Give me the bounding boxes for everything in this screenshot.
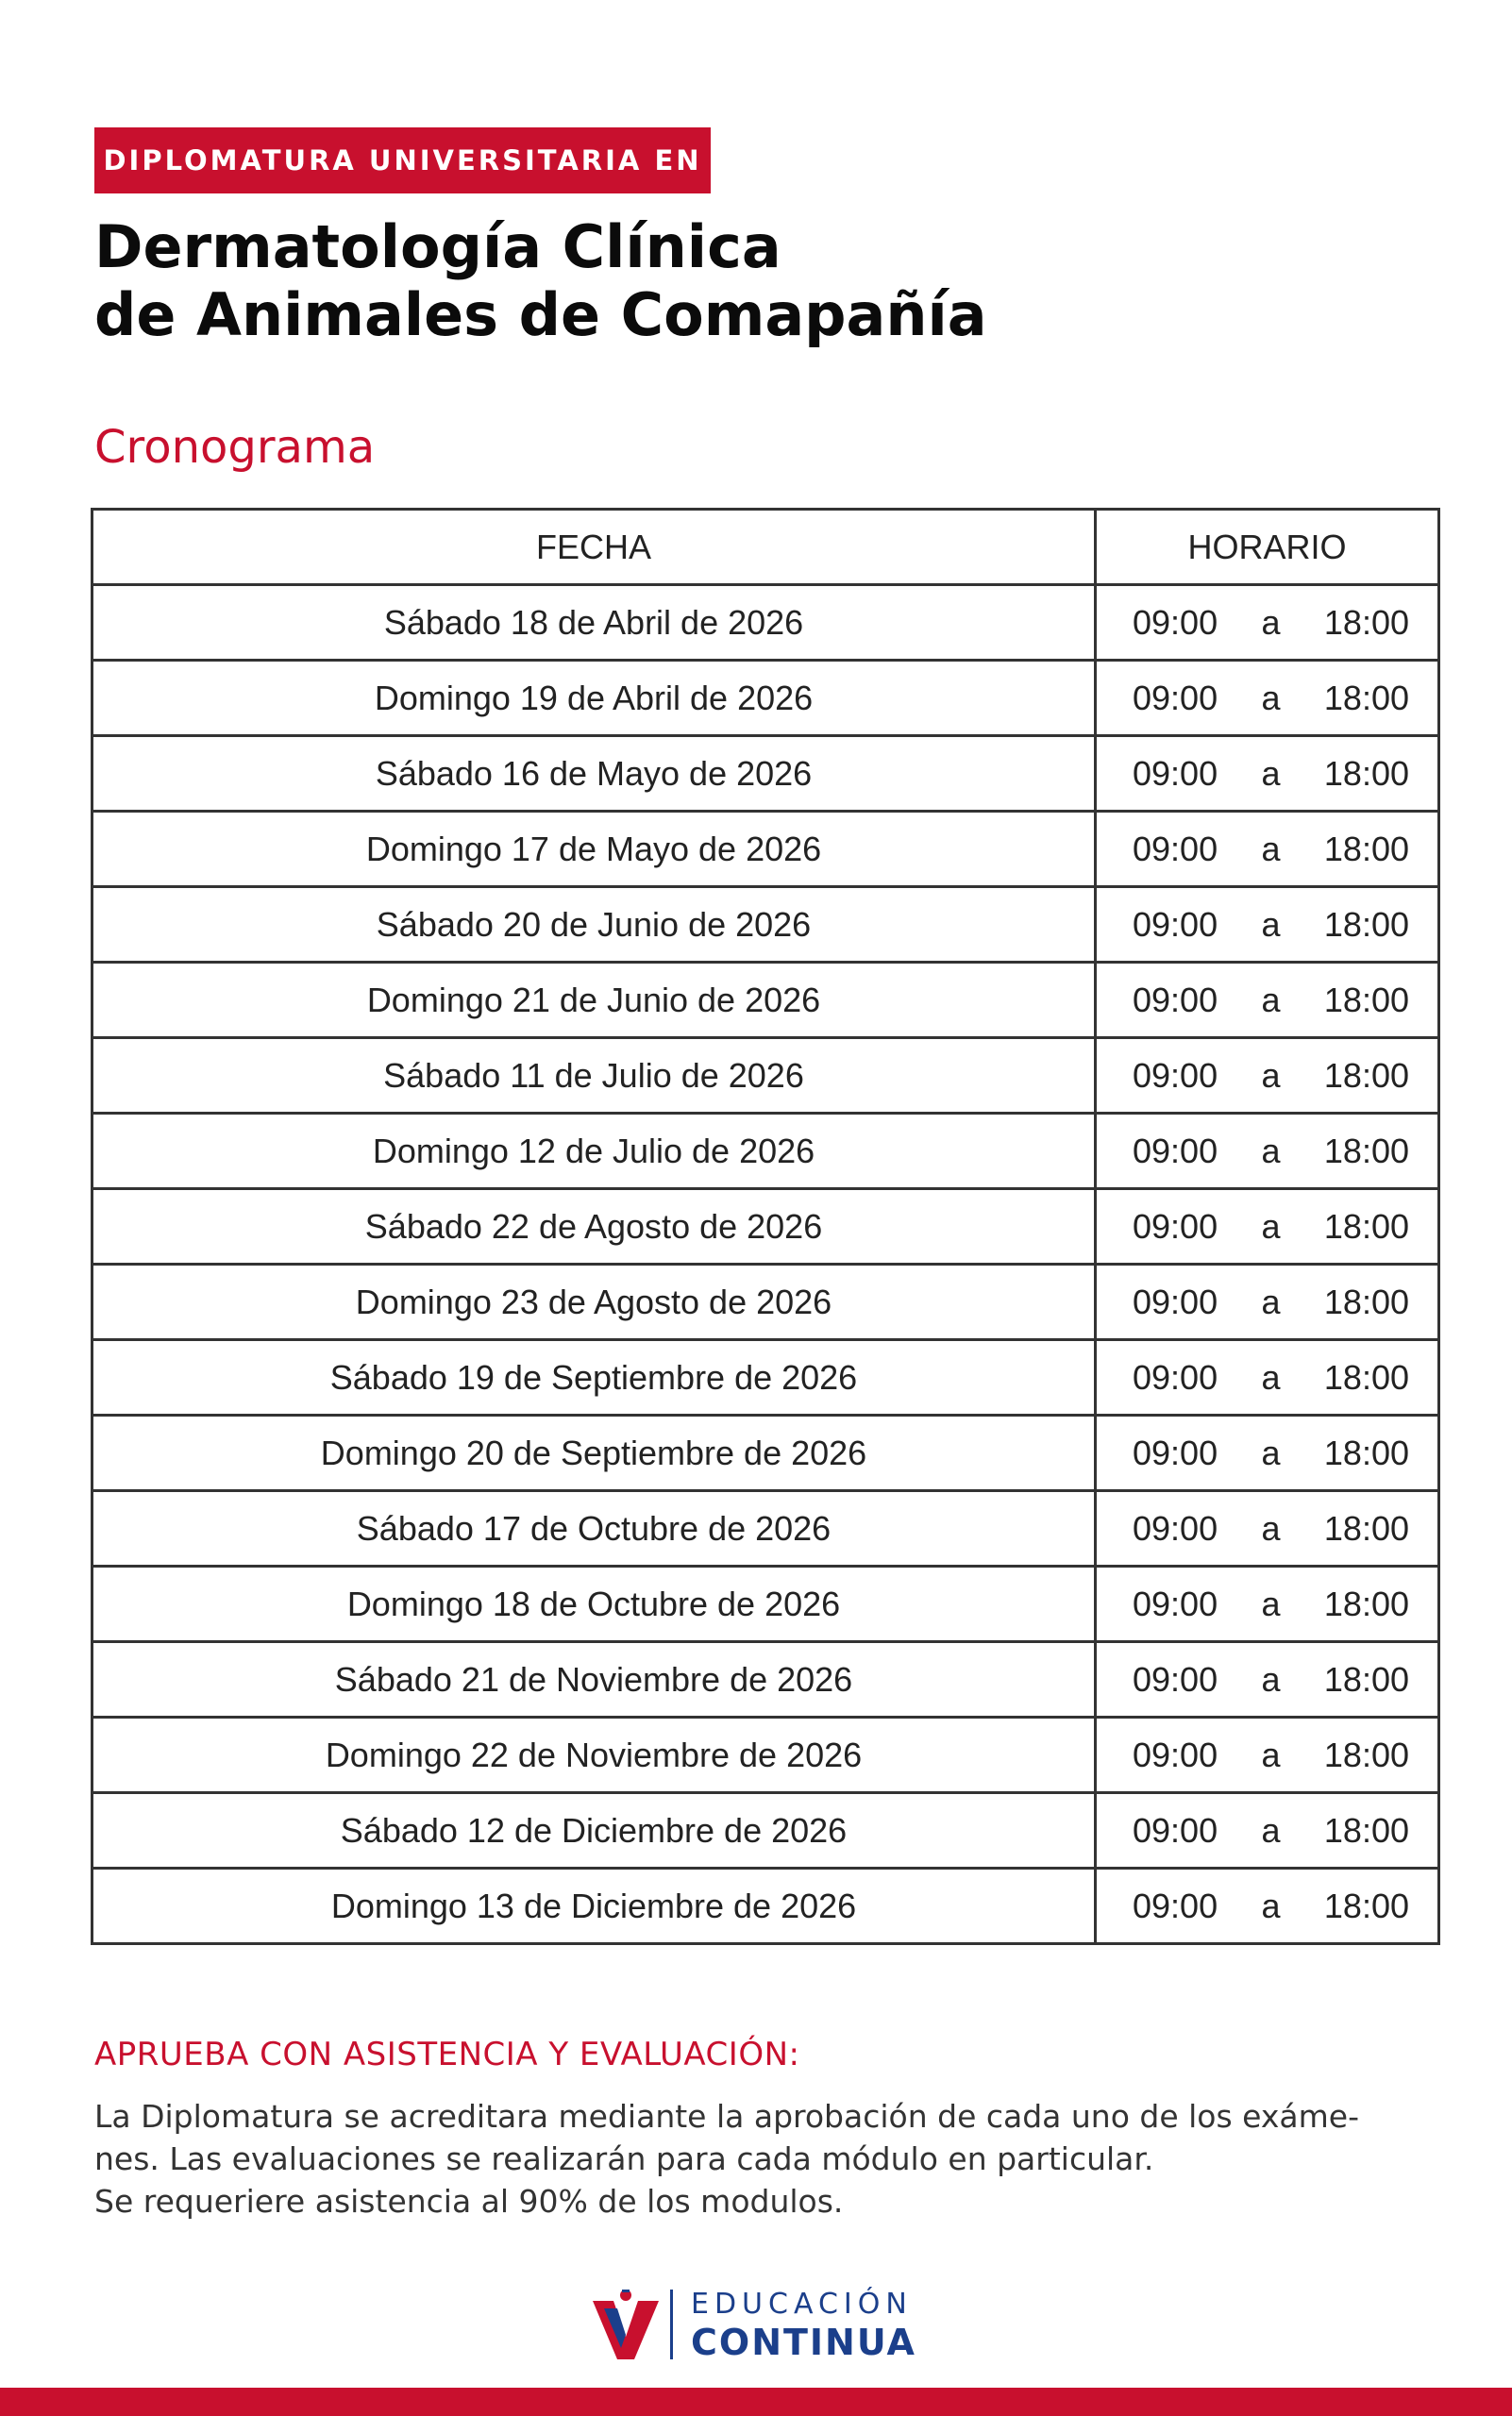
start-time: 09:00 <box>1133 753 1218 793</box>
time-separator: a <box>1261 1131 1281 1170</box>
start-time: 09:00 <box>1133 1886 1218 1925</box>
cell-fecha: Domingo 21 de Junio de 2026 <box>92 963 1096 1038</box>
evaluation-title: APRUEBA CON ASISTENCIA Y EVALUACIÓN: <box>94 2036 800 2073</box>
start-time: 09:00 <box>1133 1584 1218 1623</box>
table-row <box>92 1265 1439 1340</box>
time-separator: a <box>1261 1508 1281 1548</box>
table-row <box>92 1642 1439 1718</box>
cell-horario <box>1096 1265 1439 1340</box>
program-badge: DIPLOMATURA UNIVERSITARIA EN <box>94 127 711 193</box>
time-separator: a <box>1261 1659 1281 1699</box>
start-time: 09:00 <box>1133 1433 1218 1472</box>
cell-horario <box>1096 963 1439 1038</box>
logo-text-top: EDUCACIÓN <box>691 2288 913 2321</box>
table-row <box>92 887 1439 963</box>
cell-fecha: Sábado 21 de Noviembre de 2026 <box>92 1642 1096 1718</box>
column-header-fecha: FECHA <box>92 510 1096 585</box>
schedule-table <box>91 508 1440 1945</box>
horario-range <box>1097 830 1437 869</box>
table-row <box>92 1416 1439 1491</box>
time-separator: a <box>1261 1886 1281 1925</box>
horario-range <box>1097 603 1437 643</box>
start-time: 09:00 <box>1133 1282 1218 1321</box>
educacion-continua-logo <box>593 2282 932 2367</box>
horario-range <box>1097 1887 1437 1926</box>
cell-horario <box>1096 1340 1439 1416</box>
cell-horario <box>1096 1869 1439 1944</box>
end-time: 18:00 <box>1323 678 1409 717</box>
cell-horario <box>1096 1416 1439 1491</box>
horario-range <box>1097 1132 1437 1171</box>
end-time: 18:00 <box>1323 1433 1409 1472</box>
table-row <box>92 1793 1439 1869</box>
cell-fecha: Domingo 22 de Noviembre de 2026 <box>92 1718 1096 1793</box>
end-time: 18:00 <box>1323 753 1409 793</box>
evaluation-line-3: Se requeriere asistencia al 90% de los modulos. <box>94 2183 844 2220</box>
cell-fecha: Sábado 22 de Agosto de 2026 <box>92 1189 1096 1265</box>
table-row <box>92 585 1439 661</box>
end-time: 18:00 <box>1323 1357 1409 1397</box>
start-time: 09:00 <box>1133 1055 1218 1095</box>
cell-fecha: Domingo 18 de Octubre de 2026 <box>92 1567 1096 1642</box>
end-time: 18:00 <box>1323 904 1409 944</box>
cell-fecha: Sábado 20 de Junio de 2026 <box>92 887 1096 963</box>
table-header-row <box>92 510 1439 585</box>
table-row <box>92 1567 1439 1642</box>
time-separator: a <box>1261 1810 1281 1850</box>
time-separator: a <box>1261 678 1281 717</box>
table-row <box>92 1491 1439 1567</box>
page-title <box>94 213 987 349</box>
column-header-horario: HORARIO <box>1096 510 1439 585</box>
cell-horario <box>1096 1491 1439 1567</box>
time-separator: a <box>1261 1282 1281 1321</box>
start-time: 09:00 <box>1133 1810 1218 1850</box>
end-time: 18:00 <box>1323 1508 1409 1548</box>
cell-fecha: Domingo 23 de Agosto de 2026 <box>92 1265 1096 1340</box>
end-time: 18:00 <box>1323 1055 1409 1095</box>
start-time: 09:00 <box>1133 1508 1218 1548</box>
evaluation-line-1: La Diplomatura se acreditara mediante la aprobación de cada uno de los exáme- <box>94 2098 1360 2135</box>
table-row <box>92 1038 1439 1114</box>
table-row <box>92 812 1439 887</box>
table-row <box>92 1189 1439 1265</box>
start-time: 09:00 <box>1133 602 1218 642</box>
end-time: 18:00 <box>1323 1810 1409 1850</box>
start-time: 09:00 <box>1133 980 1218 1019</box>
horario-range <box>1097 1585 1437 1624</box>
cell-horario <box>1096 736 1439 812</box>
cell-fecha: Domingo 20 de Septiembre de 2026 <box>92 1416 1096 1491</box>
start-time: 09:00 <box>1133 1357 1218 1397</box>
start-time: 09:00 <box>1133 1131 1218 1170</box>
cell-fecha: Sábado 19 de Septiembre de 2026 <box>92 1340 1096 1416</box>
time-separator: a <box>1261 980 1281 1019</box>
cell-horario <box>1096 1567 1439 1642</box>
cell-horario <box>1096 812 1439 887</box>
horario-range <box>1097 1434 1437 1473</box>
horario-range <box>1097 1660 1437 1700</box>
table-row <box>92 1869 1439 1944</box>
logo-divider <box>670 2290 673 2359</box>
footer-accent-bar <box>0 2388 1512 2416</box>
cell-horario <box>1096 661 1439 736</box>
cell-fecha: Sábado 17 de Octubre de 2026 <box>92 1491 1096 1567</box>
end-time: 18:00 <box>1323 1282 1409 1321</box>
table-row <box>92 661 1439 736</box>
cell-fecha: Domingo 12 de Julio de 2026 <box>92 1114 1096 1189</box>
time-separator: a <box>1261 753 1281 793</box>
time-separator: a <box>1261 1357 1281 1397</box>
start-time: 09:00 <box>1133 1735 1218 1774</box>
title-line-2: de Animales de Comapañía <box>94 280 987 349</box>
time-separator: a <box>1261 829 1281 868</box>
table-row <box>92 736 1439 812</box>
horario-range <box>1097 1056 1437 1096</box>
logo-text-bottom: CONTINUA <box>691 2322 916 2363</box>
start-time: 09:00 <box>1133 1206 1218 1246</box>
end-time: 18:00 <box>1323 602 1409 642</box>
cell-horario <box>1096 585 1439 661</box>
cell-fecha: Domingo 13 de Diciembre de 2026 <box>92 1869 1096 1944</box>
horario-range <box>1097 1509 1437 1549</box>
horario-range <box>1097 1283 1437 1322</box>
time-separator: a <box>1261 1584 1281 1623</box>
cell-fecha: Domingo 17 de Mayo de 2026 <box>92 812 1096 887</box>
cell-horario <box>1096 1038 1439 1114</box>
end-time: 18:00 <box>1323 1131 1409 1170</box>
start-time: 09:00 <box>1133 904 1218 944</box>
end-time: 18:00 <box>1323 1584 1409 1623</box>
horario-range <box>1097 1207 1437 1247</box>
cell-horario <box>1096 887 1439 963</box>
cell-fecha: Sábado 18 de Abril de 2026 <box>92 585 1096 661</box>
end-time: 18:00 <box>1323 980 1409 1019</box>
end-time: 18:00 <box>1323 1659 1409 1699</box>
start-time: 09:00 <box>1133 678 1218 717</box>
horario-range <box>1097 1736 1437 1775</box>
time-separator: a <box>1261 1055 1281 1095</box>
evaluation-line-2: nes. Las evaluaciones se realizarán para cada módulo en particular. <box>94 2140 1154 2177</box>
table-row <box>92 1114 1439 1189</box>
time-separator: a <box>1261 602 1281 642</box>
schedule-table-body <box>92 585 1439 1944</box>
horario-range <box>1097 905 1437 945</box>
evaluation-text <box>94 2095 1416 2223</box>
time-separator: a <box>1261 1735 1281 1774</box>
table-row <box>92 963 1439 1038</box>
schedule-heading: Cronograma <box>94 421 376 474</box>
cell-fecha: Sábado 11 de Julio de 2026 <box>92 1038 1096 1114</box>
start-time: 09:00 <box>1133 829 1218 868</box>
horario-range <box>1097 754 1437 794</box>
time-separator: a <box>1261 904 1281 944</box>
horario-range <box>1097 679 1437 718</box>
time-separator: a <box>1261 1433 1281 1472</box>
start-time: 09:00 <box>1133 1659 1218 1699</box>
cell-horario <box>1096 1114 1439 1189</box>
horario-range <box>1097 981 1437 1020</box>
table-row <box>92 1718 1439 1793</box>
end-time: 18:00 <box>1323 1206 1409 1246</box>
end-time: 18:00 <box>1323 1886 1409 1925</box>
cell-fecha: Sábado 12 de Diciembre de 2026 <box>92 1793 1096 1869</box>
end-time: 18:00 <box>1323 1735 1409 1774</box>
time-separator: a <box>1261 1206 1281 1246</box>
university-crest-icon <box>593 2288 659 2359</box>
table-row <box>92 1340 1439 1416</box>
title-line-1: Dermatología Clínica <box>94 212 781 281</box>
cell-horario <box>1096 1793 1439 1869</box>
cell-horario <box>1096 1189 1439 1265</box>
horario-range <box>1097 1358 1437 1398</box>
end-time: 18:00 <box>1323 829 1409 868</box>
horario-range <box>1097 1811 1437 1851</box>
cell-horario <box>1096 1718 1439 1793</box>
cell-fecha: Sábado 16 de Mayo de 2026 <box>92 736 1096 812</box>
cell-fecha: Domingo 19 de Abril de 2026 <box>92 661 1096 736</box>
cell-horario <box>1096 1642 1439 1718</box>
